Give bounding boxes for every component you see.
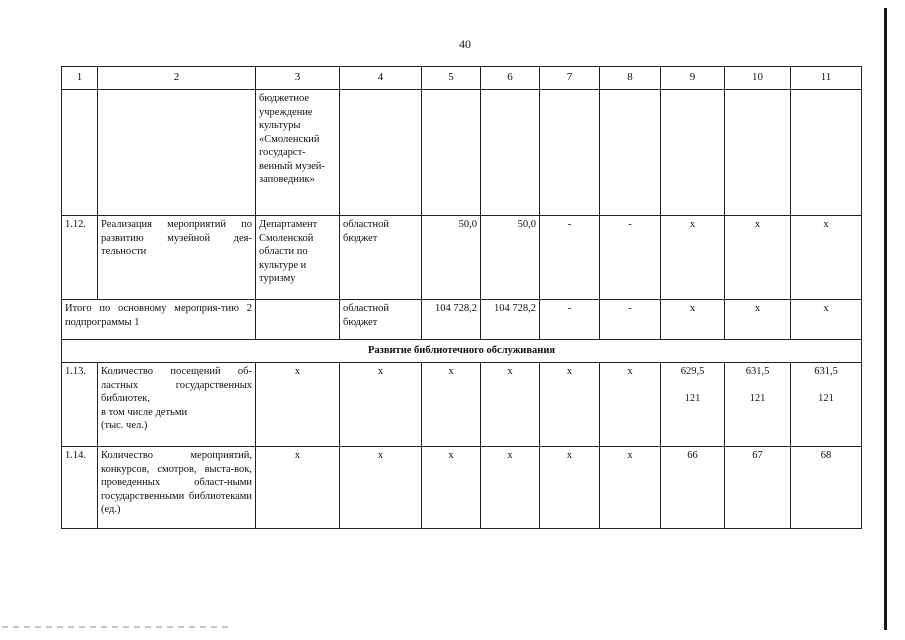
value-col-5: x xyxy=(422,447,481,529)
value-col-6: x xyxy=(481,447,540,529)
indicator-name-children: в том числе детьми xyxy=(101,406,188,418)
value-col-8: x xyxy=(600,363,661,447)
table-row-1-14 xyxy=(62,447,862,529)
value-col-7: - xyxy=(540,216,600,300)
col-num-9: 9 xyxy=(661,67,725,90)
funding-source: областной бюджет xyxy=(340,216,422,300)
row-number: 1.14. xyxy=(62,447,98,529)
value-col-9: x xyxy=(661,216,725,300)
value-col-4: x xyxy=(340,363,422,447)
value-col-5: 104 728,2 xyxy=(422,300,481,340)
value-col-3: x xyxy=(256,363,340,447)
value-col-5: 50,0 xyxy=(422,216,481,300)
col-num-10: 10 xyxy=(725,67,791,90)
value-col-7: x xyxy=(540,363,600,447)
value-col-7: - xyxy=(540,300,600,340)
scan-noise xyxy=(2,626,232,628)
value-col-6: x xyxy=(481,363,540,447)
executor-cell: бюджетное учреждение культуры «Смоленский государст-венный музей-заповедник» xyxy=(256,90,340,216)
value-col-7: x xyxy=(540,447,600,529)
col-num-11: 11 xyxy=(791,67,862,90)
table-row-1-13 xyxy=(62,363,862,447)
scan-edge-line xyxy=(884,8,887,630)
col-num-4: 4 xyxy=(340,67,422,90)
value-col-6: 50,0 xyxy=(481,216,540,300)
value-col-10: 631,5 121 xyxy=(725,363,791,447)
indicator-name xyxy=(98,363,256,447)
measure-name: Реализация мероприятий по развитию музейной дея-тельности xyxy=(98,216,256,300)
indicator-name: Количество мероприятий, конкурсов, смотров, выста-вок, проведенных област-ными государственными библиотеками (ед.) xyxy=(98,447,256,529)
col-num-3: 3 xyxy=(256,67,340,90)
value-col-5: x xyxy=(422,363,481,447)
value-col-11: 68 xyxy=(791,447,862,529)
indicator-unit: (тыс. чел.) xyxy=(101,420,148,431)
value-col-10: x xyxy=(725,216,791,300)
col-num-1: 1 xyxy=(62,67,98,90)
table-row-museum-continued xyxy=(62,90,862,216)
value-col-9: x xyxy=(661,300,725,340)
column-number-row xyxy=(62,67,862,90)
value-col-9: 629,5 121 xyxy=(661,363,725,447)
value-col-3: x xyxy=(256,447,340,529)
funding-source: областной бюджет xyxy=(340,300,422,340)
col-num-2: 2 xyxy=(98,67,256,90)
indicator-name-main: Количество посещений об-ластных государственных библиотек, xyxy=(101,366,252,404)
value-col-8: - xyxy=(600,300,661,340)
value-col-11: 631,5 121 xyxy=(791,363,862,447)
value-col-10: x xyxy=(725,300,791,340)
col-num-8: 8 xyxy=(600,67,661,90)
col-num-7: 7 xyxy=(540,67,600,90)
executor-cell: Департамент Смоленской области по культуре и туризму xyxy=(256,216,340,300)
value-col-11: x xyxy=(791,216,862,300)
table-row-1-12 xyxy=(62,216,862,300)
value-col-6: 104 728,2 xyxy=(481,300,540,340)
col-num-6: 6 xyxy=(481,67,540,90)
section-title: Развитие библиотечного обслуживания xyxy=(62,340,862,363)
value-col-4: x xyxy=(340,447,422,529)
program-table xyxy=(61,66,862,529)
row-number: 1.12. xyxy=(62,216,98,300)
value-col-8: x xyxy=(600,447,661,529)
col-num-5: 5 xyxy=(422,67,481,90)
section-header-row xyxy=(62,340,862,363)
row-number: 1.13. xyxy=(62,363,98,447)
value-col-9: 66 xyxy=(661,447,725,529)
value-col-11: x xyxy=(791,300,862,340)
value-col-10: 67 xyxy=(725,447,791,529)
total-label: Итого по основному мероприя-тию 2 подпрограммы 1 xyxy=(62,300,256,340)
value-col-8: - xyxy=(600,216,661,300)
table-row-total xyxy=(62,300,862,340)
page-number: 40 xyxy=(459,37,471,51)
